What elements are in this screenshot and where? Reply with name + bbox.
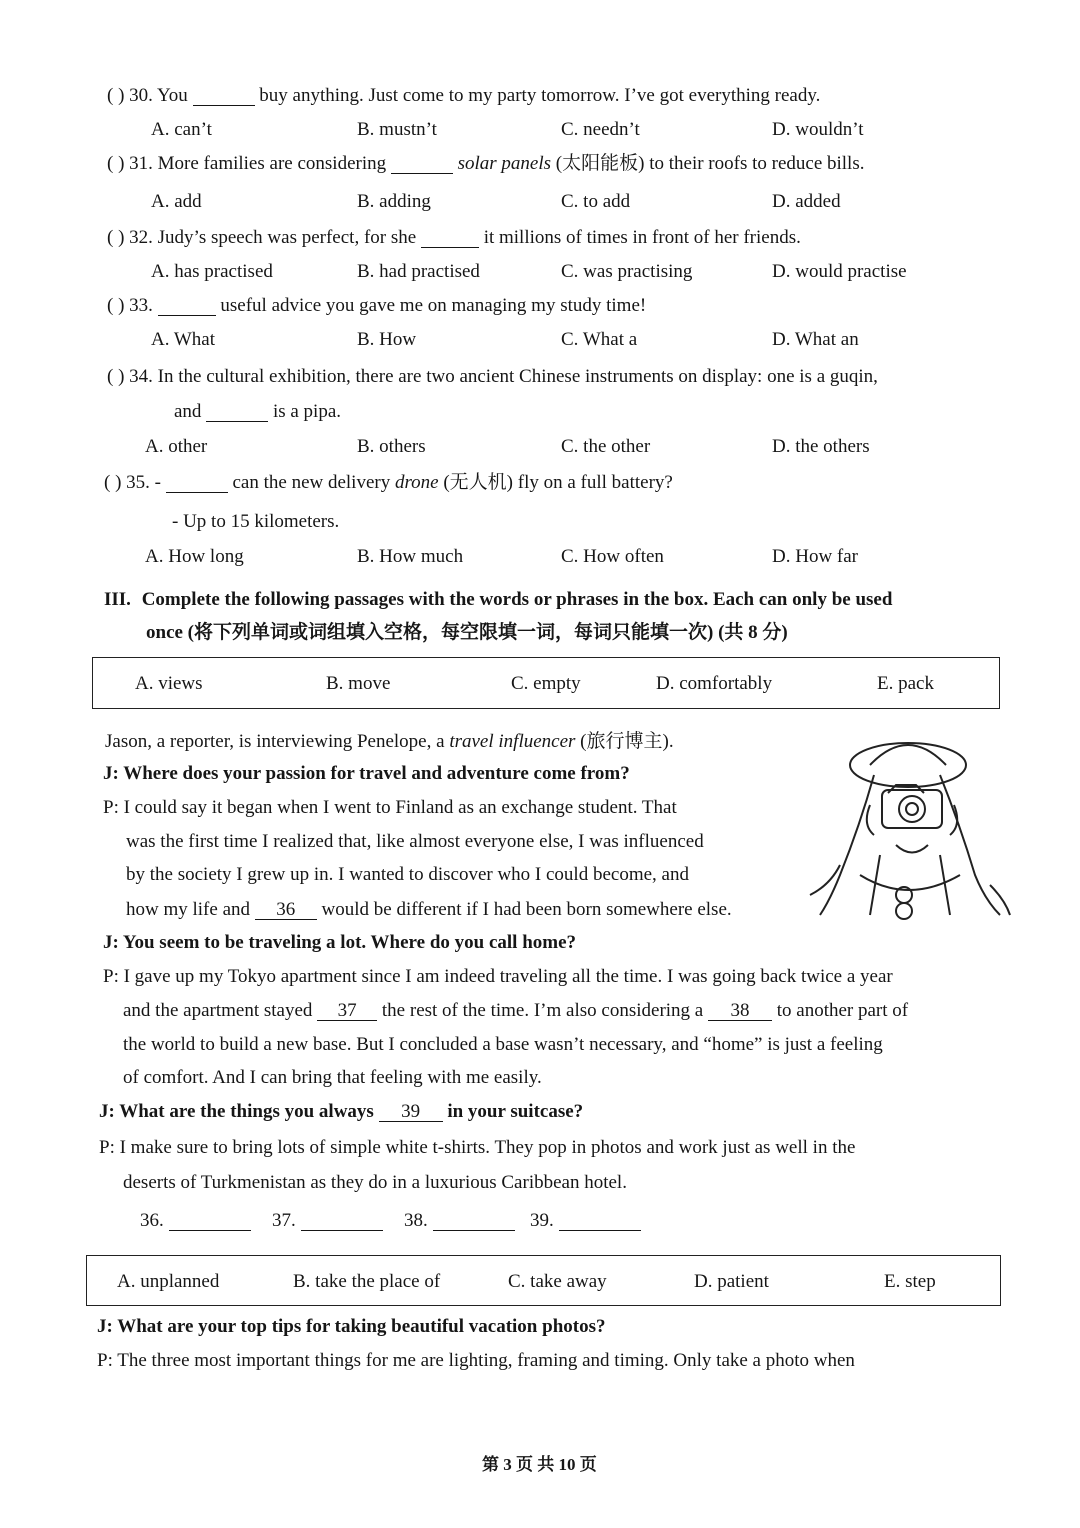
dialog-line: was the first time I realized that, like almost everyone else, I was influenced [126,831,704,852]
option-c[interactable]: C. to add [561,191,631,212]
question-text-after: (无人机) fly on a full battery? [443,472,673,493]
option-a[interactable]: A. has practised [151,261,273,282]
intro-text: Jason, a reporter, is interviewing Penelope, a [105,731,445,752]
word-box-2 [86,1255,1001,1306]
answer-line [530,1211,641,1231]
option-d[interactable]: D. added [772,191,841,212]
question-33 [107,296,646,316]
answer-field-39[interactable] [559,1211,641,1231]
question-34-line2 [174,402,341,422]
word-option: D. patient [694,1271,769,1292]
dialog-answer: - Up to 15 kilometers. [172,511,340,532]
dialog-line: J: What are your top tips for taking beautiful vacation photos? [97,1316,606,1337]
intro-text-after: (旅行博主). [580,731,674,752]
option-c[interactable]: C. How often [561,546,664,567]
question-text-after: it millions of times in front of her friends. [483,227,801,248]
question-number: ( ) 34. [107,366,153,387]
dialog-line [126,900,732,920]
option-d[interactable]: D. How far [772,546,859,567]
question-text-before: You [156,85,188,106]
dialog-line: by the society I grew up in. I wanted to discover who I could become, and [126,864,689,885]
question-text-after: (太阳能板) to their roofs to reduce bills. [555,153,865,174]
dialog-line: the world to build a new base. But I concluded a base wasn’t necessary, and “home” is just a feeling [123,1034,883,1055]
section-instruction-line2: once (将下列单词或词组填入空格，每空限填一词，每词只能填一次) (共 8 分) [146,622,788,643]
dialog-text: would be different if I had been born somewhere else. [321,899,732,920]
dialog-text: in your suitcase? [447,1101,584,1122]
option-a[interactable]: A. can’t [151,119,212,140]
dialog-line: P: I gave up my Tokyo apartment since I am indeed traveling all the time. I was going back twice a year [103,966,893,987]
answer-label: 38. [404,1210,428,1231]
option-a[interactable]: A. What [151,329,216,350]
section-instruction-line1: Complete the following passages with the words or phrases in the box. Each can only be used [141,589,893,610]
word-option: C. empty [511,673,581,694]
answer-blank[interactable] [193,86,255,106]
option-b[interactable]: B. had practised [357,261,480,282]
question-35 [104,473,673,493]
traveler-camera-illustration [800,735,1015,925]
question-number: ( ) 31. [107,153,153,174]
blank-38[interactable]: 38 [708,1001,772,1021]
question-text-line1: In the cultural exhibition, there are two ancient Chinese instruments on display: one is a guqin, [157,366,878,387]
answer-line [140,1211,251,1231]
question-text-after: useful advice you gave me on managing my study time! [220,295,647,316]
dialog-text: and the apartment stayed [123,1000,313,1021]
answer-label: 37. [272,1210,296,1231]
question-text-mid: can the new delivery [232,472,391,493]
dialog-line: deserts of Turkmenistan as they do in a luxurious Caribbean hotel. [123,1172,627,1193]
answer-line [272,1211,383,1231]
option-a[interactable]: A. other [145,436,208,457]
dialog-line [123,1001,908,1021]
answer-field-38[interactable] [433,1211,515,1231]
option-c[interactable]: C. needn’t [561,119,640,140]
word-option: D. comfortably [656,673,773,694]
blank-37[interactable]: 37 [317,1001,377,1021]
answer-field-37[interactable] [301,1211,383,1231]
passage-intro [105,732,674,751]
question-text-after: is a pipa. [272,401,342,422]
dialog-line: J: Where does your passion for travel and adventure come from? [103,763,630,784]
word-option: B. take the place of [293,1271,441,1292]
answer-label: 36. [140,1210,164,1231]
option-c[interactable]: C. the other [561,436,651,457]
question-number: ( ) 33. [107,295,153,316]
section-heading [104,590,892,609]
option-c[interactable]: C. What a [561,329,638,350]
answer-blank[interactable] [206,402,268,422]
answer-field-36[interactable] [169,1211,251,1231]
dialog-line: of comfort. And I can bring that feeling with me easily. [123,1067,542,1088]
question-30 [107,86,820,106]
word-option: C. take away [508,1271,607,1292]
option-d[interactable]: D. the others [772,436,870,457]
word-option: B. move [326,673,391,694]
option-b[interactable]: B. mustn’t [357,119,437,140]
answer-blank[interactable] [158,296,216,316]
question-number: ( ) 35. [104,472,150,493]
answer-line [404,1211,515,1231]
dialog-line: P: The three most important things for me are lighting, framing and timing. Only take a photo when [97,1350,855,1371]
blank-36[interactable]: 36 [255,900,317,920]
italic-term: solar panels [457,153,552,174]
section-numeral: III. [104,589,131,610]
question-text-before: More families are considering [157,153,387,174]
word-option: E. step [884,1271,936,1292]
question-text-before: - [154,472,161,493]
option-d[interactable]: D. What an [772,329,859,350]
question-number: ( ) 32. [107,227,153,248]
dialog-text: how my life and [126,899,251,920]
option-b[interactable]: B. How [357,329,417,350]
question-number: ( ) 30. [107,85,153,106]
answer-blank[interactable] [421,228,479,248]
question-text-after: buy anything. Just come to my party tomorrow. I’ve got everything ready. [259,85,821,106]
option-b[interactable]: B. adding [357,191,431,212]
option-c[interactable]: C. was practising [561,261,693,282]
question-text-before: and [174,401,202,422]
answer-blank[interactable] [391,154,453,174]
option-a[interactable]: A. How long [145,546,244,567]
option-a[interactable]: A. add [151,191,202,212]
dialog-text: to another part of [776,1000,909,1021]
word-option: E. pack [877,673,934,694]
dialog-line: J: You seem to be traveling a lot. Where do you call home? [103,932,577,953]
italic-term: drone [394,472,439,493]
option-b[interactable]: B. How much [357,546,464,567]
italic-term: travel influencer [449,731,576,752]
question-31 [107,154,864,174]
word-option: A. views [135,673,203,694]
word-box-1 [92,657,1000,709]
dialog-text: J: What are the things you always [99,1101,374,1122]
option-d[interactable]: D. wouldn’t [772,119,864,140]
answer-label: 39. [530,1210,554,1231]
blank-39[interactable]: 39 [379,1102,443,1122]
question-32 [107,228,801,248]
option-d[interactable]: D. would practise [772,261,907,282]
option-b[interactable]: B. others [357,436,426,457]
question-text-before: Judy’s speech was perfect, for she [157,227,417,248]
dialog-line: P: I make sure to bring lots of simple white t-shirts. They pop in photos and work just as well in the [99,1137,856,1158]
question-34 [107,367,878,386]
word-option: A. unplanned [117,1271,220,1292]
dialog-line: P: I could say it began when I went to Finland as an exchange student. That [103,797,677,818]
dialog-text: the rest of the time. I’m also considering a [381,1000,704,1021]
answer-blank[interactable] [166,473,228,493]
page-footer: 第 3 页 共 10 页 [482,1455,597,1474]
dialog-line [99,1102,583,1122]
